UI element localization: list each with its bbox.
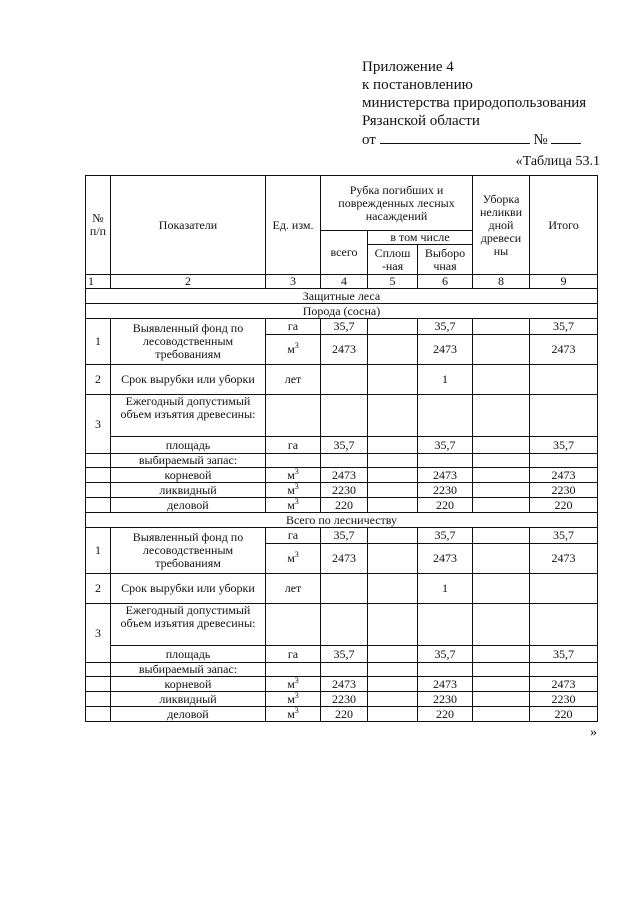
value-cell xyxy=(368,707,418,722)
unit-cell: $м^3$ xyxy=(266,544,321,574)
empty-cell xyxy=(86,483,111,498)
value-cell: 2473 xyxy=(530,468,598,483)
value-cell xyxy=(368,574,418,604)
header-cleanup: Уборка неликви дной древеси ны xyxy=(473,176,530,275)
value-cell xyxy=(368,528,418,544)
value-cell: 220 xyxy=(530,498,598,513)
unit-cell: $м^3$ xyxy=(266,498,321,513)
value-cell xyxy=(368,544,418,574)
value-cell: 2473 xyxy=(321,544,368,574)
header-num: 2 xyxy=(111,275,266,289)
unit-cell: $м^3$ xyxy=(266,335,321,365)
value-cell xyxy=(368,365,418,395)
value-cell xyxy=(368,395,418,437)
table-row xyxy=(86,498,598,513)
label-fund: Выявленный фонд по лесоводственным требованиям xyxy=(111,528,266,574)
value-cell: 220 xyxy=(418,707,473,722)
value-cell xyxy=(530,365,598,395)
value-cell xyxy=(368,677,418,692)
header-num: 8 xyxy=(473,275,530,289)
value-cell xyxy=(473,319,530,335)
value-cell xyxy=(530,395,598,437)
table-row xyxy=(86,574,598,604)
label-business: деловой xyxy=(111,707,266,722)
unit-cell: $м^3$ xyxy=(266,677,321,692)
appendix-line-2: к постановлению xyxy=(362,77,473,93)
value-cell xyxy=(473,604,530,646)
label-business: деловой xyxy=(111,498,266,513)
unit-cell: га xyxy=(266,437,321,454)
header-num: 3 xyxy=(266,275,321,289)
empty-cell xyxy=(86,468,111,483)
table-row xyxy=(86,528,598,544)
value-cell: 35,7 xyxy=(530,528,598,544)
label-root: корневой xyxy=(111,468,266,483)
unit-cell: га xyxy=(266,646,321,663)
value-cell xyxy=(368,468,418,483)
row-number: 3 xyxy=(86,604,111,663)
number-label: № xyxy=(533,132,548,148)
value-cell xyxy=(473,365,530,395)
label-liquid: ликвидный xyxy=(111,692,266,707)
table-row xyxy=(86,437,598,454)
label-liquid: ликвидный xyxy=(111,483,266,498)
unit-cell: $м^3$ xyxy=(266,707,321,722)
empty-cell xyxy=(86,707,111,722)
value-cell: 35,7 xyxy=(418,319,473,335)
header-total-all: всего xyxy=(321,231,368,275)
appendix-line-4: Рязанской области xyxy=(362,113,480,129)
unit-cell: га xyxy=(266,319,321,335)
label-stock: выбираемый запас: xyxy=(111,663,266,677)
from-label: от xyxy=(362,132,376,148)
section-row xyxy=(86,304,598,319)
value-cell: 220 xyxy=(321,498,368,513)
value-cell: 1 xyxy=(418,365,473,395)
header-num: 4 xyxy=(321,275,368,289)
value-cell: 2473 xyxy=(530,335,598,365)
header-num: 5 xyxy=(368,275,418,289)
value-cell: 35,7 xyxy=(530,646,598,663)
empty-cell xyxy=(86,677,111,692)
value-cell xyxy=(368,319,418,335)
data-table xyxy=(85,175,598,722)
value-cell xyxy=(473,498,530,513)
value-cell: 2230 xyxy=(321,483,368,498)
value-cell xyxy=(321,454,368,468)
value-cell: 2230 xyxy=(418,692,473,707)
appendix-date-number-line xyxy=(362,130,586,149)
value-cell xyxy=(418,663,473,677)
unit-cell: га xyxy=(266,528,321,544)
value-cell: 35,7 xyxy=(530,437,598,454)
value-cell: 2473 xyxy=(530,677,598,692)
value-cell xyxy=(473,707,530,722)
header-num: 6 xyxy=(418,275,473,289)
empty-cell xyxy=(86,663,111,677)
value-cell xyxy=(473,483,530,498)
value-cell xyxy=(321,574,368,604)
row-number: 1 xyxy=(86,528,111,574)
table-row xyxy=(86,707,598,722)
value-cell xyxy=(418,395,473,437)
value-cell xyxy=(368,646,418,663)
value-cell xyxy=(473,544,530,574)
value-cell: 2473 xyxy=(418,335,473,365)
value-cell xyxy=(530,604,598,646)
unit-cell: $м^3$ xyxy=(266,692,321,707)
label-stock: выбираемый запас: xyxy=(111,454,266,468)
unit-cell xyxy=(266,663,321,677)
value-cell xyxy=(473,528,530,544)
row-number: 2 xyxy=(86,365,111,395)
unit-cell: $м^3$ xyxy=(266,468,321,483)
table-row xyxy=(86,454,598,468)
table-row xyxy=(86,365,598,395)
value-cell xyxy=(321,663,368,677)
value-cell: 2473 xyxy=(321,335,368,365)
date-blank xyxy=(380,130,530,144)
unit-cell xyxy=(266,454,321,468)
value-cell xyxy=(473,468,530,483)
header-num: 9 xyxy=(530,275,598,289)
value-cell: 2473 xyxy=(321,468,368,483)
value-cell: 2473 xyxy=(418,677,473,692)
row-number: 2 xyxy=(86,574,111,604)
header-unit: Ед. изм. xyxy=(266,176,321,275)
header-row-1 xyxy=(86,176,598,231)
value-cell xyxy=(473,437,530,454)
unit-cell: $м^3$ xyxy=(266,483,321,498)
label-term: Срок вырубки или уборки xyxy=(111,365,266,395)
value-cell: 35,7 xyxy=(530,319,598,335)
value-cell xyxy=(473,692,530,707)
value-cell: 2230 xyxy=(530,692,598,707)
value-cell: 35,7 xyxy=(321,646,368,663)
label-root: корневой xyxy=(111,677,266,692)
value-cell xyxy=(368,692,418,707)
value-cell xyxy=(368,663,418,677)
table-row xyxy=(86,692,598,707)
label-annual: Ежегодный допустимый объем изъятия древесины: xyxy=(111,604,266,646)
header-clear: Сплош -ная xyxy=(368,245,418,275)
label-area: площадь xyxy=(111,646,266,663)
value-cell xyxy=(368,335,418,365)
value-cell: 35,7 xyxy=(418,646,473,663)
value-cell: 1 xyxy=(418,574,473,604)
value-cell xyxy=(530,663,598,677)
table-row xyxy=(86,395,598,437)
unit-cell xyxy=(266,395,321,437)
appendix-line-3: министерства природопользования xyxy=(362,95,587,111)
value-cell xyxy=(368,454,418,468)
value-cell: 35,7 xyxy=(321,319,368,335)
table-row xyxy=(86,604,598,646)
number-blank xyxy=(551,130,581,144)
header-numbers-row xyxy=(86,275,598,289)
empty-cell xyxy=(86,692,111,707)
value-cell xyxy=(368,437,418,454)
value-cell: 35,7 xyxy=(418,437,473,454)
closing-quote: » xyxy=(590,725,597,740)
value-cell xyxy=(530,574,598,604)
empty-cell xyxy=(86,454,111,468)
value-cell xyxy=(473,454,530,468)
label-area: площадь xyxy=(111,437,266,454)
value-cell: 2230 xyxy=(418,483,473,498)
value-cell: 2230 xyxy=(321,692,368,707)
table-row xyxy=(86,677,598,692)
section-protective: Защитные леса xyxy=(86,289,598,304)
section-row xyxy=(86,289,598,304)
section-breed: Порода (сосна) xyxy=(86,304,598,319)
value-cell xyxy=(473,663,530,677)
header-felling: Рубка погибших и поврежденных лесных насаждений xyxy=(321,176,473,231)
value-cell: 2473 xyxy=(321,677,368,692)
unit-cell xyxy=(266,604,321,646)
value-cell: 220 xyxy=(321,707,368,722)
label-fund: Выявленный фонд по лесоводственным требованиям xyxy=(111,319,266,365)
table-row xyxy=(86,483,598,498)
header-selective: Выборо чная xyxy=(418,245,473,275)
value-cell xyxy=(473,574,530,604)
value-cell xyxy=(418,454,473,468)
value-cell xyxy=(418,604,473,646)
header-including: в том числе xyxy=(368,231,473,245)
value-cell: 220 xyxy=(530,707,598,722)
table-row xyxy=(86,319,598,335)
value-cell xyxy=(473,677,530,692)
value-cell: 2473 xyxy=(418,544,473,574)
value-cell xyxy=(368,498,418,513)
value-cell xyxy=(473,395,530,437)
value-cell: 35,7 xyxy=(321,528,368,544)
section-row xyxy=(86,513,598,528)
value-cell xyxy=(473,646,530,663)
value-cell xyxy=(368,604,418,646)
unit-cell: лет xyxy=(266,574,321,604)
value-cell xyxy=(321,604,368,646)
section-forestry-total: Всего по лесничеству xyxy=(86,513,598,528)
header-total: Итого xyxy=(530,176,598,275)
row-number: 3 xyxy=(86,395,111,454)
value-cell: 2473 xyxy=(530,544,598,574)
table-caption: «Таблица 53.1 xyxy=(515,154,600,169)
table-row xyxy=(86,646,598,663)
label-term: Срок вырубки или уборки xyxy=(111,574,266,604)
appendix-line-1: Приложение 4 xyxy=(362,59,454,75)
value-cell xyxy=(321,395,368,437)
value-cell: 220 xyxy=(418,498,473,513)
value-cell: 2230 xyxy=(530,483,598,498)
empty-cell xyxy=(86,498,111,513)
value-cell xyxy=(368,483,418,498)
label-annual: Ежегодный допустимый объем изъятия древесины: xyxy=(111,395,266,437)
value-cell: 35,7 xyxy=(418,528,473,544)
appendix-header xyxy=(362,58,586,149)
header-no: № п/п xyxy=(86,176,111,275)
table-row xyxy=(86,663,598,677)
unit-cell: лет xyxy=(266,365,321,395)
value-cell xyxy=(473,335,530,365)
header-num: 1 xyxy=(86,275,111,289)
table-row xyxy=(86,468,598,483)
header-indicators: Показатели xyxy=(111,176,266,275)
value-cell xyxy=(530,454,598,468)
row-number: 1 xyxy=(86,319,111,365)
value-cell xyxy=(321,365,368,395)
value-cell: 2473 xyxy=(418,468,473,483)
value-cell: 35,7 xyxy=(321,437,368,454)
